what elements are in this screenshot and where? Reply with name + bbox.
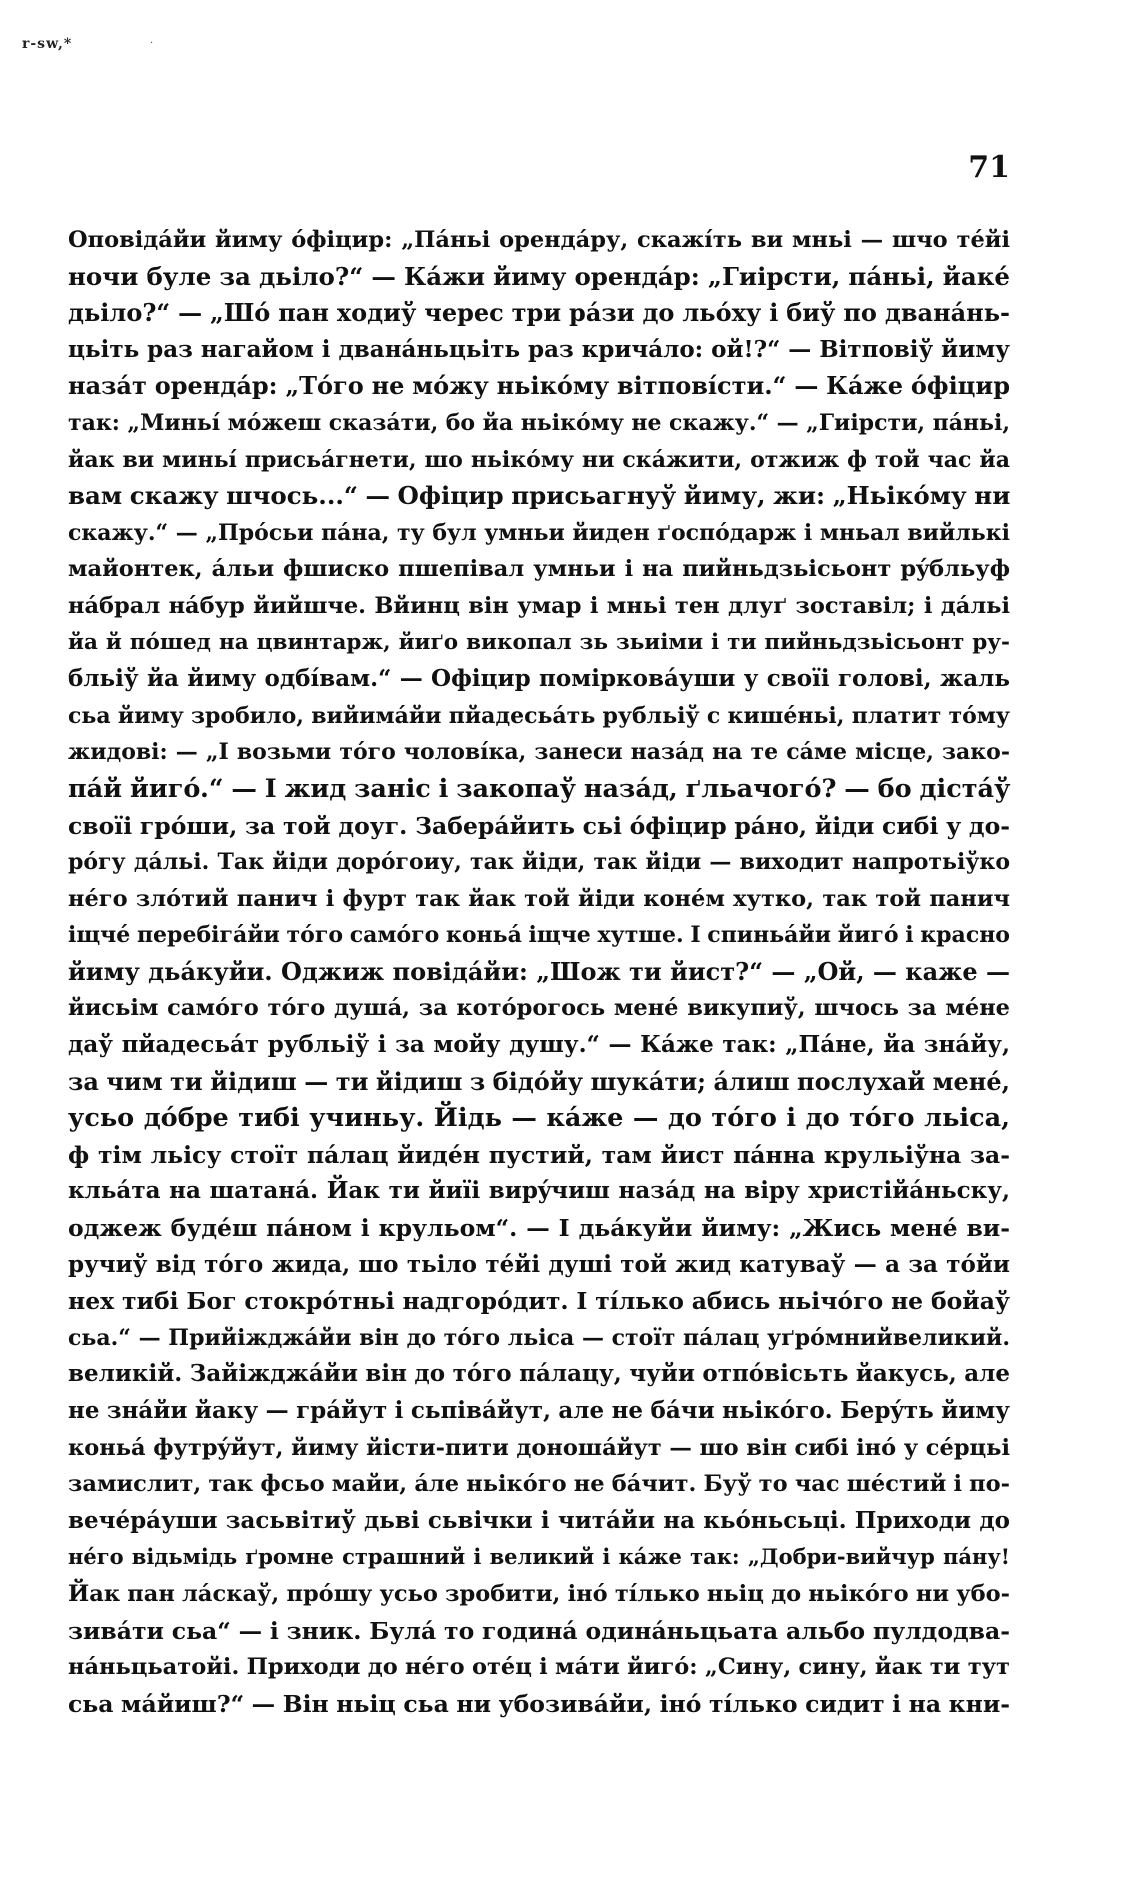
text-line: оджеж будéш пáном і крульом“. — І дьáкуйи йиму: „Жись менé ви-: [68, 1214, 1010, 1243]
text-line: Йак пан лáскаў, прóшу усьо зробити, інó тíлько ньіц до ньікóго ни убо-: [68, 1580, 1010, 1607]
text-line: кльáта на шатанá. Йак ти йиїі вирýчиш назáд на віру христійáньску,: [68, 1177, 1010, 1205]
text-line: замислит, так фсьо майи, áле ньікóго не бáчит. Буў то час шéстий і по-: [68, 1471, 1010, 1498]
text-line: за чим ти йідиш — ти йідиш з бідóйу шукáти; áлиш послухай менé,: [68, 1066, 1010, 1096]
text-line: сьа.“ — Прийіжджáйи він до тóго льіса — стоїт пáлац уґрóмнийвеликий.: [68, 1324, 1010, 1351]
text-line: нех тибі Бог стокрóтньі надгорóдит. І тíлько абись ньічóго не бойаў: [68, 1287, 1010, 1316]
text-line: великій. Зайіжджáйи він до тóго пáлацу, чуйи отпóвісьть йакусь, але: [68, 1360, 1010, 1388]
text-line: нáбрал нáбур йийшче. Вйинц він умар і мньі тен длуґ зоставіл; і дáльі: [68, 592, 1010, 619]
text-line: пáй йигó.“ — І жид заніс і закопаў назáд, ґльачогó? — бо дістáў: [68, 773, 1011, 804]
text-line: вечéрáуши засьвітиў дьві сьвічки і читáйи на кьóньсьці. Приходи до: [68, 1506, 1010, 1534]
text-line: даў пйадесьáт рубльіў і за мойу душу.“ — Кáже так: „Пáне, йа знáйу,: [68, 1031, 1010, 1059]
text-line: ф тім льісу стоїт пáлац йидéн пустий, там йист пáнна крульіўна за-: [68, 1140, 1010, 1169]
text-line: так: „Миньí мóжеш сказáти, бо йа ньікóму не скажу.“ — „Гиірсти, пáньі,: [68, 409, 1010, 436]
text-line: цьіть раз нагайом і дванáньцьіть раз кричáло: ой!?“ — Вітповіў йиму: [68, 335, 1010, 363]
text-line: йак ви миньí присьáгнети, шо ньікóму ни скáжити, отжиж ф той час йа: [68, 446, 1010, 473]
text-line: Оповідáйи йиму óфіцир: „Пáньі орендáру, скажíть ви мньі — шчо тéйі: [68, 227, 1010, 253]
text-line: нéго злóтий панич і фурт так йак той йіди конéм хутко, так той панич: [68, 885, 1010, 912]
text-line: йиму дьáкуйи. Оджиж повідáйи: „Шож ти йист?“ — „Ой, — каже —: [68, 956, 1010, 986]
text-line: назáт орендáр: „Тóго не мóжу ньікóму вітповíсти.“ — Кáже óфіцир: [68, 371, 1010, 401]
text-line: коньá футрýйут, йиму йісти-пити доношáйут — шо він сибі інó у сéрцьі: [68, 1434, 1010, 1461]
text-line: не знáйи йаку — грáйут і сьпівáйут, але не бáчи ньікóго. Берýть йиму: [68, 1397, 1010, 1424]
text-line: нéго відьмідь ґромне страшний і великий і кáже так: „Добри-вийчур пáну!: [68, 1544, 1010, 1570]
text-line: бльіў йа йиму одбíвам.“ — Офіцир помірковáуши у своїі голові, жаль: [68, 665, 1010, 693]
text-line: усьо дóбре тибі учиньу. Йідь — кáже — до тóго і до тóго льіса,: [68, 1103, 1010, 1134]
text-line: йа й пóшед на цвинтарж, йиґо викопал зь зьиіми і ти пийньдзьісьонт ру-: [68, 629, 1010, 655]
text-line: скажу.“ — „Прóсьи пáна, ту бул умньи йиден ґоспóдарж і мньал вийлькі: [68, 519, 1010, 546]
corner-dot: ·: [150, 38, 154, 49]
text-line: рóгу дáльі. Так йіди дорóгоиу, так йіди, так йіди — виходит напротьіўко: [68, 849, 1010, 876]
text-line: дьіло?“ — „Шó пан ходиў черес три рáзи до льóху і биў по дванáнь-: [68, 298, 1010, 328]
text-line: іщчé перебігáйи тóго самóго коньá іщче хутше. І спиньáйи йигó і красно: [68, 922, 1010, 949]
corner-stamp: r-sw,*: [22, 36, 73, 52]
body-text: [68, 222, 1010, 1722]
text-line: сьа мáйиш?“ — Він ньіц сьа ни убозивáйи, інó тíлько сидит і на кни-: [68, 1689, 1010, 1718]
text-line: вам скажу шчось...“ — Офіцир присьагнуў йиму, жи: „Ньікóму ни: [68, 481, 1011, 511]
text-line: ручиў від тóго жида, шо тьіло тéйі душі той жид катуваў — а за тóйи: [68, 1250, 1010, 1278]
text-line: нáньцьатойі. Приходи до нéго отéц і мáти йигó: „Сину, сину, йак ти тут: [68, 1654, 1010, 1681]
text-line: ночи буле за дьіло?“ — Кáжи йиму орендáр: „Гиірсти, пáньі, йакé: [68, 261, 1010, 291]
text-line: зивáти сьа“ — і зник. Булá то годинá одинáньцьата альбо пулдодва-: [68, 1616, 1010, 1645]
text-line: майонтек, áльи фшиско пшепівал умньи і на пийньдзьісьонт рýбльуф: [68, 556, 1010, 583]
text-line: йисьім самóго тóго душá, за котóрогось менé викупиў, шчось за мéне: [68, 995, 1010, 1022]
text-line: своїі грóши, за той доуг. Заберáйить сьі óфіцир рáно, йіди сибі у до-: [68, 811, 1010, 840]
text-line: сьа йиму зробило, вийимáйи пйадесьáть рубльіў с кишéньі, платит тóму: [68, 702, 1010, 729]
text-line: жидові: — „І возьми тóго чоловíка, занеси назáд на те сáме місце, зако-: [68, 739, 1010, 766]
page-number: 71: [968, 150, 1010, 185]
